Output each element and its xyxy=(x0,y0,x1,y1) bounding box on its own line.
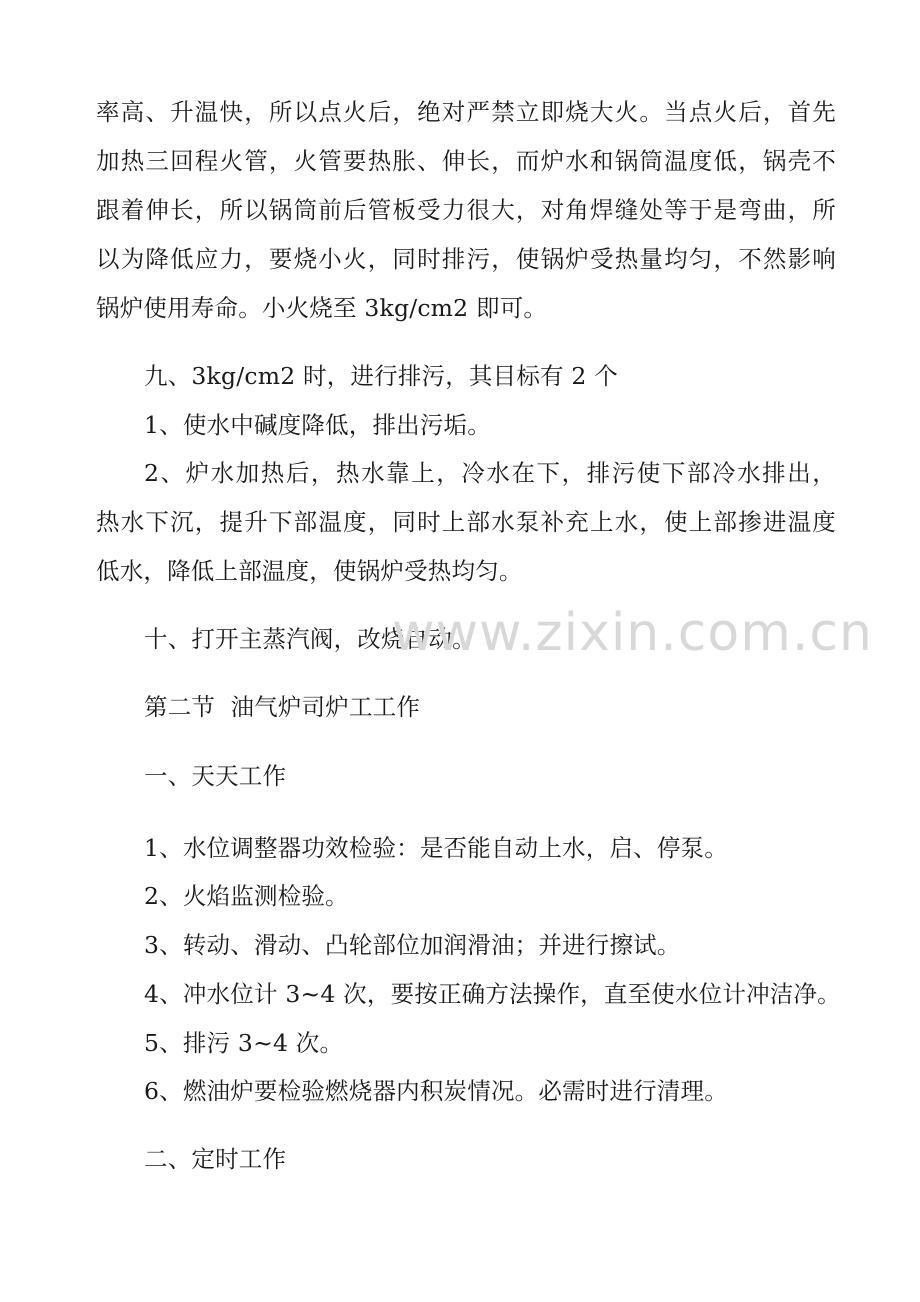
periodic-work-heading: 二、定时工作 xyxy=(144,1145,287,1173)
daily-work-item-4: 4、冲水位计 3~4 次，要按正确方法操作，直至使水位计冲洁净。 xyxy=(144,980,841,1008)
intro-line-2: 加热三回程火管，火管要热胀、伸长，而炉水和锅筒温度低，锅壳不 xyxy=(96,147,836,175)
intro-line-3: 跟着伸长，所以锅筒前后管板受力很大，对角焊缝处等于是弯曲，所 xyxy=(96,196,836,224)
intro-line-4: 以为降低应力，要烧小火，同时排污，使锅炉受热量均匀，不然影响 xyxy=(96,245,836,273)
section-nine-heading: 九、3kg/cm2 时，进行排污，其目标有 2 个 xyxy=(144,362,618,390)
daily-work-item-3: 3、转动、滑动、凸轮部位加润滑油；并进行擦试。 xyxy=(144,931,681,959)
daily-work-item-5: 5、排污 3~4 次。 xyxy=(144,1029,344,1057)
daily-work-heading: 一、天天工作 xyxy=(144,762,287,790)
daily-work-item-2: 2、火焰监测检验。 xyxy=(144,882,349,910)
site-watermark: www.zixin.com.cn xyxy=(392,603,873,663)
intro-line-1: 率高、升温快，所以点火后，绝对严禁立即烧大火。当点火后，首先 xyxy=(96,98,836,126)
section-nine-item-2-line-2: 热水下沉，提升下部温度，同时上部水泵补充上水，使上部掺进温度 xyxy=(96,508,836,536)
section-ten-heading: 十、打开主蒸汽阀，改烧自动。 xyxy=(144,625,476,653)
intro-line-5: 锅炉使用寿命。小火烧至 3kg/cm2 即可。 xyxy=(96,294,548,322)
chapter-section-title: 第二节 油气炉司炉工工作 xyxy=(144,693,421,721)
section-nine-item-2-line-1: 2、炉水加热后，热水靠上，冷水在下，排污使下部冷水排出， xyxy=(144,459,836,487)
daily-work-item-6: 6、燃油炉要检验燃烧器内积炭情况。必需时进行清理。 xyxy=(144,1077,728,1105)
daily-work-item-1: 1、水位调整器功效检验：是否能自动上水，启、停泵。 xyxy=(144,834,728,862)
section-nine-item-1: 1、使水中碱度降低，排出污垢。 xyxy=(144,411,491,439)
section-nine-item-2-line-3: 低水，降低上部温度，使锅炉受热均匀。 xyxy=(96,557,523,585)
